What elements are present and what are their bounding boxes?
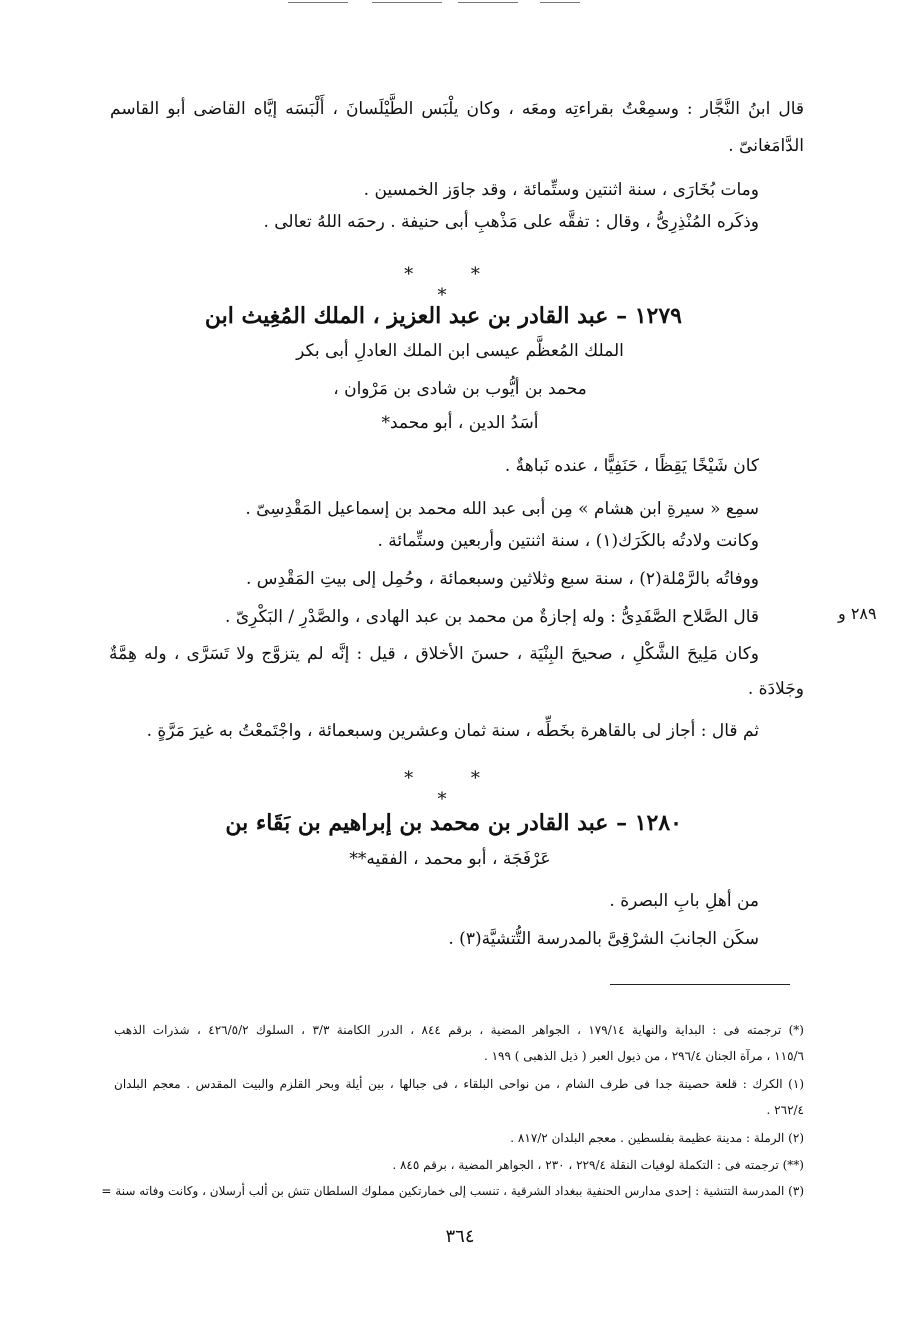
footnote-rule (610, 984, 790, 985)
intro-line: قال ابنُ النَّجَّار : وسمِعْتُ بقراءتِه ومعَه ، وكان يلْبَس الطَّيْلَسانَ ، أَلْبَسَه إيَّاه القاضى أبو القاسم (110, 99, 804, 119)
footnote: ١١٥/٦ ، مرآة الجنان ٢٩٦/٤ ، من ذيول العبر ( ذيل الذهبى ) ١٩٩ . (483, 1049, 804, 1063)
entry-subheading: الملك المُعظَّم عيسى ابن الملك العادلِ أبى بكر (296, 341, 624, 361)
top-rule (540, 2, 580, 3)
body-line: ووفاتُه بالرَّمْلة(٢) ، سنة سبع وثلاثين وسبعمائة ، وحُمِل إلى بيتِ المَقْدِس . (245, 569, 759, 589)
body-line: قال الصَّلاح الصَّفَدِىُّ : وله إجازةٌ من محمد بن عبد الهادى ، والصَّدْرِ / البَكْرِىّ . (225, 607, 759, 627)
entry-subheading: عَرْفَجَة ، أبو محمد ، الفقيه** (349, 849, 551, 869)
body-line: وكان مَلِيحَ الشَّكْلِ ، صحيحَ البِنْيَة ، حسنَ الأخلاق ، قيل : إنَّه لم يتزوَّج ولا تَسَرَّى ، وله هِمَّةٌ (109, 644, 759, 664)
footnote: (٢) الرملة : مدينة عظيمة بفلسطين . معجم البلدان ٨١٧/٢ . (510, 1131, 804, 1145)
intro-line: الدَّامَغانىّ . (728, 136, 804, 156)
intro-line: ومات بُخَارَى ، سنة اثنتين وستِّمائة ، وقد جاوَز الخمسين . (363, 180, 759, 200)
entry-subheading: أسَدُ الدين ، أبو محمد* (381, 413, 539, 433)
footnote: (٣) المدرسة التتشية : إحدى مدارس الحنفية ببغداد الشرقية ، تنسب إلى خمارتكين مملوك السلطان تتش بن ألب أرسلان ، وكانت وفاته سنة = (101, 1184, 804, 1198)
top-rule (458, 2, 518, 3)
body-line: وكانت ولادتُه بالكَرَك(١) ، سنة اثنتين وأربعين وستِّمائة . (377, 531, 759, 551)
body-line: سمِع « سيرةِ ابن هشام » مِن أبى عبد الله محمد بن إسماعيل المَقْدِسِىّ . (245, 499, 759, 519)
footnote: ٢٦٢/٤ . (766, 1103, 804, 1117)
body-line: سكَن الجانبَ الشرْقِىَّ بالمدرسة التُّتشيَّة(٣) . (448, 929, 759, 949)
footnote: (**) ترجمته فى : التكملة لوفيات النقلة ٢٢٩/٤ ، ٢٣٠ ، الجواهر المضية ، برقم ٨٤٥ . (392, 1158, 804, 1172)
entry-heading: ١٢٧٩ – عبد القادر بن عبد العزيز ، الملك المُغِيث ابن (204, 303, 682, 329)
body-line: ثم قال : أجاز لى بالقاهرة بخَطِّه ، سنة ثمان وعشرين وسبعمائة ، واجْتَمعْتُ به غيرَ مَرَّةٍ . (146, 721, 759, 741)
page-number: ٣٦٤ (445, 1226, 475, 1247)
body-line: من أهلِ بابِ البصرة . (609, 891, 759, 911)
entry-heading: ١٢٨٠ – عبد القادر بن محمد بن إبراهيم بن بَقَاء بن (225, 810, 682, 836)
intro-line: وذكَره المُنْذِرِىُّ ، وقال : تفقَّه على مَذْهبِ أبى حنيفة . رحمَه اللهُ تعالى . (263, 212, 759, 232)
top-rule (288, 2, 348, 3)
top-rule (372, 2, 442, 3)
footnote: (١) الكرك : قلعة حصينة جدا فى طرف الشام ، من نواحى البلقاء ، فى جبالها ، بين أيلة وبحر القلزم والبيت المقدس . معجم البلدان (114, 1077, 804, 1091)
section-separator: * * * (404, 264, 506, 306)
entry-subheading: محمد بن أيُّوب بن شادى بن مَرْوان ، (333, 379, 587, 399)
footnote: (*) ترجمته فى : البداية والنهاية ١٧٩/١٤ ، الجواهر المضية ، برقم ٨٤٤ ، الدرر الكامنة ٣/٣ ، السلوك ٤٢٦/٥/٢ ، شذرات الذهب (114, 1023, 804, 1037)
body-line: كان شَيْخًا يَقِظًا ، حَنَفِيًّا ، عنده نَباهةٌ . (504, 456, 759, 476)
manuscript-folio-ref: ٢٨٩ و (838, 604, 877, 623)
body-line: وجَلادَة . (747, 679, 804, 699)
section-separator: * * * (404, 768, 506, 810)
